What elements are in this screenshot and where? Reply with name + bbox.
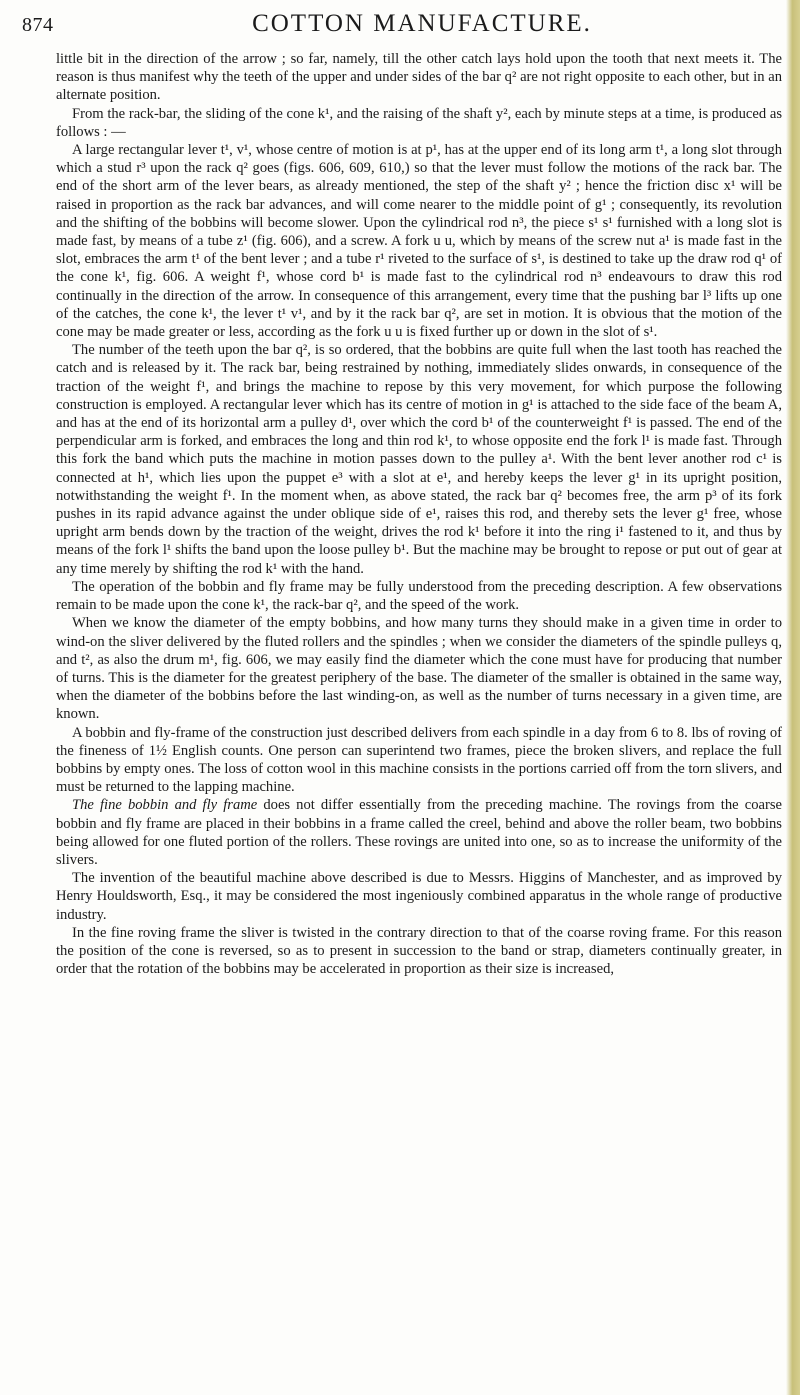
paragraph: The number of the teeth upon the bar q², is so ordered, that the bobbins are quite full when the last tooth has reached the catch and is released by it. The rack bar, being restrained by nothing, immediately slides onwards, in consequence of the traction of the weight f¹, and brings the machine to repose by this very movement, for which purpose the following construction is employed. A rectangular lever which has its centre of motion in g¹ is attached to the side face of the beam A, and has at the end of its horizontal arm a pulley d¹, over which the cord b¹ of the counterweight f¹ is passed. The end of the perpendicular arm is forked, and embraces the long and thin rod k¹, to whose opposite end the fork l¹ is made fast. Through this fork the band which puts the machine in motion passes down to the pulley a¹. With the bent lever another rod c¹ is connected at h¹, which lies upon the puppet e³ with a slot at e¹, and hereby keeps the lever g¹ in its upright position, notwithstanding the weight f¹. In the moment when, as above stated, the rack bar q² becomes free, the arm p³ of its fork pushes in its rapid advance against the under oblique side of e¹, raises this rod, and thereby sets the lever g¹ free, whose upright arm bends down by the traction of the weight, drives the rod k¹ before it into the ring i¹ fastened to it, and thus by means of the fork l¹ shifts the band upon the loose pulley b¹. But the machine may be brought to repose or put out of gear at any time merely by shifting the rod k¹ with the hand. xyxy=(56,342,782,577)
paragraph: When we know the diameter of the empty bobbins, and how many turns they should make in a given time in order to wind-on the sliver delivered by the fluted rollers and the spindles ; when we consider the diameters of the spindle pulleys q, and t², as also the drum m¹, fig. 606, we may easily find the diameter which the cone must have for producing that number of turns. This is the diameter for the greatest periphery of the base. The diameter of the smaller is obtained in the same way, when the diameter of the bobbins before the last winding-on, as well as the number of turns necessary in a given time, are known. xyxy=(56,615,782,723)
fine-frame-lead: The fine bobbin and fly frame xyxy=(72,797,258,814)
paragraph: The operation of the bobbin and fly frame may be fully understood from the preceding description. A few observations remain to be made upon the cone k¹, the rack-bar q², and the speed of the work. xyxy=(56,578,782,614)
fine-frame-rest: does not differ essentially from the preceding machine. The rovings from the coarse bobbin and fly frame are placed in their bobbins in a frame called the creel, behind and above the roller beam, two bobbins being allowed for one fluted portion of the rollers. These rovings are united into one, so as to increase the uniformity of the slivers. xyxy=(56,797,782,868)
paragraph: In the fine roving frame the sliver is twisted in the contrary direction to that of the coarse roving frame. For this reason the position of the cone is reversed, so as to present in succession to the band or strap, diameters continually greater, in order that the rotation of the bobbins may be accelerated in proportion as their size is increased, xyxy=(56,924,782,978)
paragraph: A large rectangular lever t¹, v¹, whose centre of motion is at p¹, has at the upper end of its long arm t¹, a long slot through which a stud r³ upon the rack q² goes (figs. 606, 609, 610,) so that the lever must follow the motions of the rack bar. The end of the short arm of the lever bears, as already mentioned, the step of the shaft y² ; hence the friction disc x¹ will be raised in proportion as the rack bar advances, and will come nearer to the middle point of g¹ ; consequently, its revolution and the shifting of the bobbins will become slower. Upon the cylindrical rod n³, the piece s¹ s¹ furnished with a long slot is made fast, by means of a tube z¹ (fig. 606), and a screw. A fork u u, which by means of the screw nut a¹ is made fast in the slot, embraces the arm t¹ of the bent lever ; and a tube r¹ riveted to the surface of s¹, is destined to take up the draw rod q¹ of the cone k¹, fig. 606. A weight f¹, whose cord b¹ is made fast to the cylindrical rod n³ endeavours to draw this rod continually in the direction of the arrow. In consequence of this arrangement, every time that the pushing bar l³ lifts up one of the catches, the cone k¹, the lever t¹ v¹, and by it the rack bar q², are set in motion. It is obvious that the motion of the cone may be made greater or less, according as the fork u u is fixed further up or down in the slot of s¹. xyxy=(56,142,782,341)
paragraph: little bit in the direction of the arrow ; so far, namely, till the other catch lays hold upon the tooth that next meets it. The reason is thus manifest why the teeth of the upper and under sides of the bar q² are not right opposite to each other, but in an alternate position. xyxy=(56,51,782,104)
paragraph: A bobbin and fly-frame of the construction just described delivers from each spindle in a day from 6 to 8. lbs of roving of the fineness of 1½ English counts. One person can superintend two frames, piece the broken slivers, and replace the full bobbins by empty ones. The loss of cotton wool in this machine consists in the portions carried off from the torn slivers, and must be returned to the lapping machine. xyxy=(56,724,782,796)
paragraph: The invention of the beautiful machine above described is due to Messrs. Higgins of Manchester, and as improved by Henry Houldsworth, Esq., it may be considered the most ingeniously combined apparatus in the whole range of productive industry. xyxy=(56,870,782,923)
page-number: 874 xyxy=(22,14,54,36)
page-header xyxy=(22,6,782,42)
paragraph: From the rack-bar, the sliding of the cone k¹, and the raising of the shaft y², each by minute steps at a time, is produced as follows : — xyxy=(56,105,782,140)
page-edge-shadow xyxy=(786,0,800,1395)
paragraph-fine-frame xyxy=(56,796,782,869)
running-head: COTTON MANUFACTURE. xyxy=(252,10,592,37)
body-text xyxy=(56,50,782,978)
